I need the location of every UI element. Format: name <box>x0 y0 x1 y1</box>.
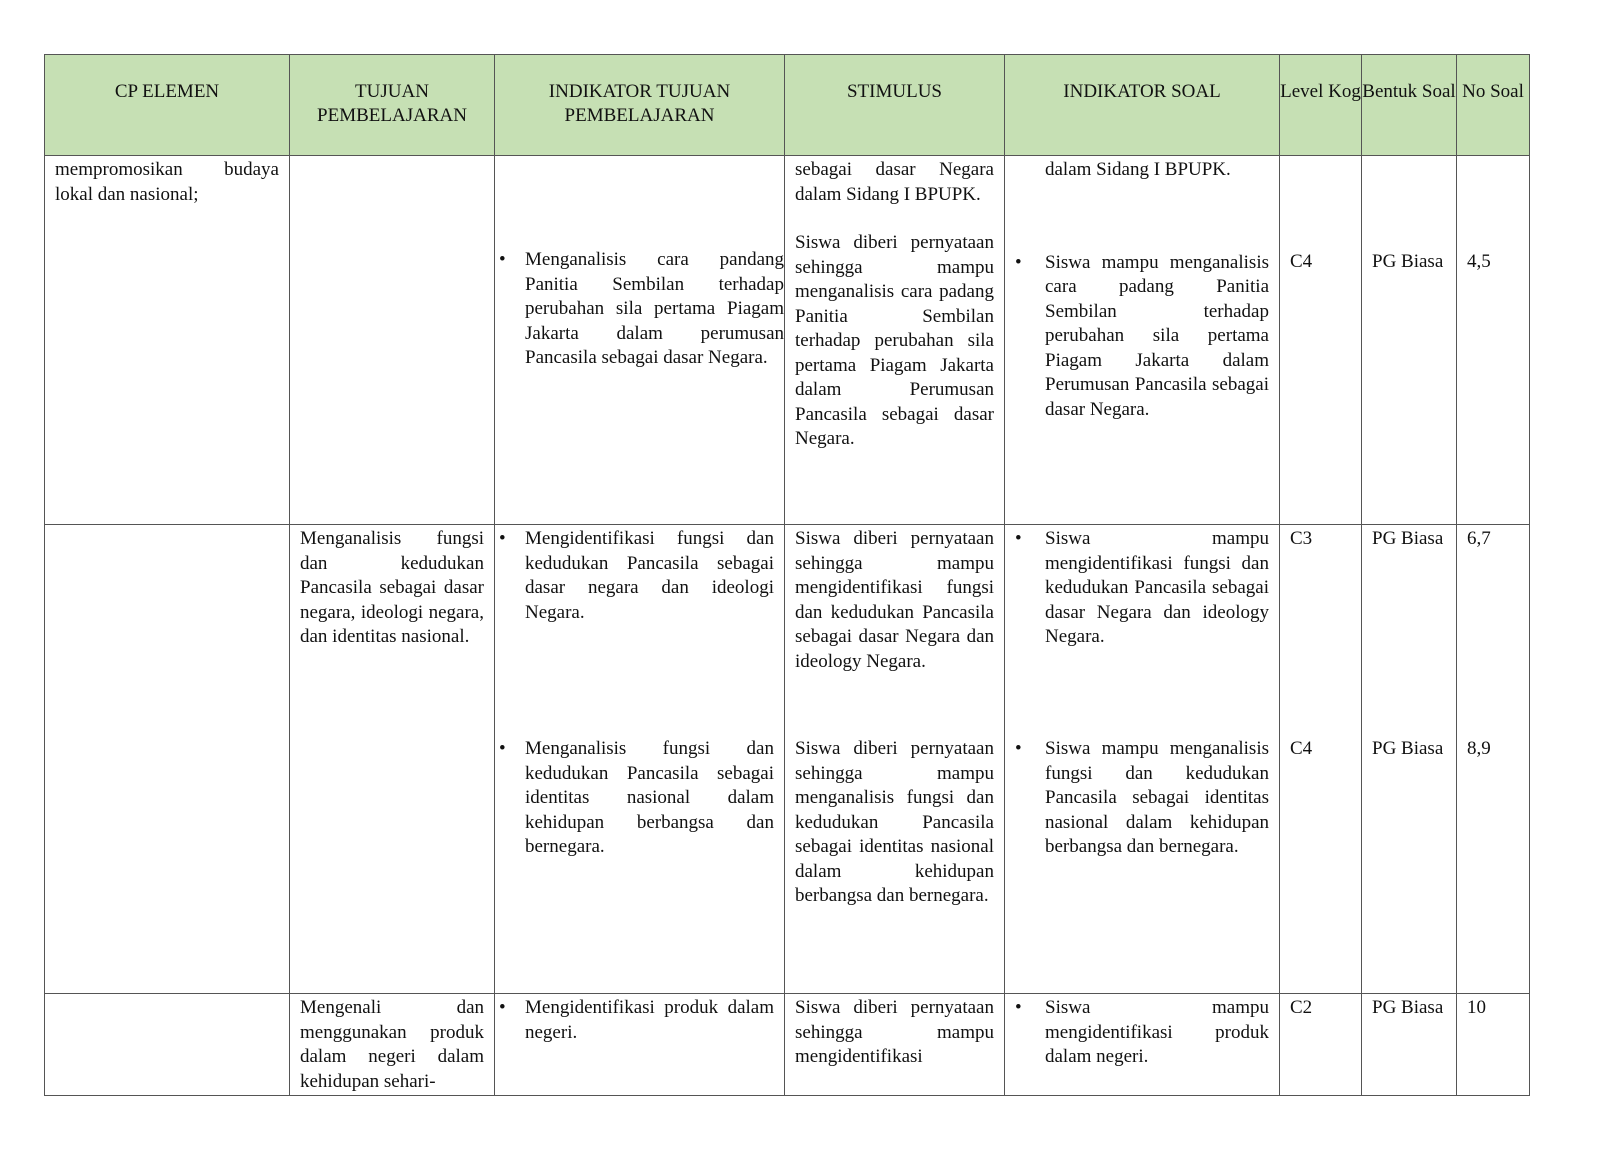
level-kog-value: C2 <box>1290 997 1313 1018</box>
indikator-tujuan-text: Mengidentifikasi produk dalam negeri. <box>525 997 774 1043</box>
no-soal-cell <box>1457 525 1530 994</box>
level-kog-cell <box>1280 156 1362 525</box>
list-item <box>495 525 784 625</box>
tujuan-cell <box>290 994 495 1096</box>
bentuk-soal-cell <box>1362 994 1457 1096</box>
no-soal-cell <box>1457 994 1530 1096</box>
indikator-soal-text: Siswa mampu mengidentifikasi fungsi dan kedudukan Pancasila sebagai dasar Negara dan ideology Negara. <box>1045 528 1269 647</box>
cp-elemen-cell <box>45 156 290 525</box>
indikator-soal-text: Siswa mampu menganalisis fungsi dan kedudukan Pancasila sebagai identitas nasional dalam kehidupan berbangsa dan bernegara. <box>1045 738 1269 857</box>
header-indikator-tujuan: INDIKATOR TUJUAN PEMBELAJARAN <box>495 55 785 156</box>
list-item <box>1005 994 1279 1070</box>
indikator-soal-text: Siswa mampu mengidentifikasi produk dalam negeri. <box>1045 997 1269 1067</box>
no-soal-cell <box>1457 156 1530 525</box>
level-kog-value: C3 <box>1290 528 1313 549</box>
tujuan-text: Mengenali dan menggunakan produk dalam negeri dalam kehidupan sehari- <box>300 997 484 1092</box>
level-kog-value: C4 <box>1290 251 1313 272</box>
bentuk-soal-value: PG Biasa <box>1372 251 1444 272</box>
bullet-icon: • <box>499 249 506 270</box>
bullet-icon: • <box>1015 997 1022 1018</box>
kisi-kisi-table <box>44 54 1530 1096</box>
stimulus-cell <box>785 994 1005 1096</box>
tujuan-cell <box>290 525 495 994</box>
stimulus-text: Siswa diberi pernyataan sehingga mampu menganalisis cara padang Panitia Sembilan terhadap perubahan sila pertama Piagam Jakarta dalam Perumusan Pancasila sebagai dasar Negara. <box>795 232 994 449</box>
bullet-icon: • <box>499 738 506 759</box>
header-bentuk-soal: Bentuk Soal <box>1362 55 1457 156</box>
stimulus-text: Siswa diberi pernyataan sehingga mampu mengidentifikasi <box>795 997 994 1067</box>
tujuan-cell <box>290 156 495 525</box>
header-no-soal: No Soal <box>1457 55 1530 156</box>
bullet-icon: • <box>1015 251 1022 273</box>
no-soal-value: 10 <box>1467 997 1486 1018</box>
indikator-tujuan-cell <box>495 525 785 994</box>
list-item <box>495 994 784 1045</box>
indikator-soal-cell <box>1005 994 1280 1096</box>
header-tujuan-pembelajaran: TUJUAN PEMBELAJARAN <box>290 55 495 156</box>
bentuk-soal-value: PG Biasa <box>1372 738 1444 759</box>
list-item <box>1005 735 1279 860</box>
header-stimulus: STIMULUS <box>785 55 1005 156</box>
table-row <box>45 525 1530 994</box>
header-level-kog: Level Kog <box>1280 55 1362 156</box>
list-item <box>1005 251 1279 423</box>
table-header-row <box>45 55 1530 156</box>
bentuk-soal-cell <box>1362 156 1457 525</box>
indikator-tujuan-text: Mengidentifikasi fungsi dan kedudukan Pancasila sebagai dasar negara dan ideologi Negara. <box>525 528 774 623</box>
indikator-soal-continued-text: dalam Sidang I BPUPK. <box>1045 159 1231 180</box>
bullet-icon: • <box>1015 738 1022 759</box>
cp-elemen-cell <box>45 994 290 1096</box>
indikator-tujuan-text: Menganalisis cara pandang Panitia Sembilan terhadap perubahan sila pertama Piagam Jakarta dalam perumusan Pancasila sebagai dasar Negara. <box>525 249 784 368</box>
table-row <box>45 994 1530 1096</box>
bentuk-soal-cell <box>1362 525 1457 994</box>
header-indikator-soal: INDIKATOR SOAL <box>1005 55 1280 156</box>
list-item <box>495 735 784 860</box>
no-soal-value: 6,7 <box>1467 528 1491 549</box>
level-kog-cell <box>1280 994 1362 1096</box>
stimulus-cell <box>785 525 1005 994</box>
cp-elemen-cell <box>45 525 290 994</box>
no-soal-value: 8,9 <box>1467 738 1491 759</box>
stimulus-cell <box>785 156 1005 525</box>
bullet-icon: • <box>499 997 506 1018</box>
indikator-soal-cell <box>1005 525 1280 994</box>
indikator-tujuan-text: Menganalisis fungsi dan kedudukan Pancasila sebagai identitas nasional dalam kehidupan berbangsa dan bernegara. <box>525 738 774 857</box>
header-cp-elemen: CP ELEMEN <box>45 55 290 156</box>
indikator-soal-cell <box>1005 156 1280 525</box>
tujuan-text: Menganalisis fungsi dan kedudukan Pancasila sebagai dasar negara, ideologi negara, dan identitas nasional. <box>300 528 484 647</box>
list-item <box>495 248 784 371</box>
bentuk-soal-value: PG Biasa <box>1372 528 1444 549</box>
bullet-icon: • <box>499 528 506 549</box>
bullet-icon: • <box>1015 528 1022 549</box>
no-soal-value: 4,5 <box>1467 251 1491 272</box>
stimulus-continued-text: sebagai dasar Negara dalam Sidang I BPUPK. <box>795 159 994 205</box>
indikator-soal-text: Siswa mampu menganalisis cara padang Panitia Sembilan terhadap perubahan sila pertama Piagam Jakarta dalam Perumusan Pancasila sebagai dasar Negara. <box>1045 251 1269 420</box>
table-row <box>45 156 1530 525</box>
indikator-tujuan-cell <box>495 156 785 525</box>
stimulus-text: Siswa diberi pernyataan sehingga mampu mengidentifikasi fungsi dan kedudukan Pancasila sebagai dasar Negara dan ideology Negara. <box>795 528 994 672</box>
cp-elemen-text: mempromosikan budaya lokal dan nasional; <box>55 159 279 205</box>
stimulus-text: Siswa diberi pernyataan sehingga mampu menganalisis fungsi dan kedudukan Pancasila sebagai identitas nasional dalam kehidupan berbangsa dan bernegara. <box>795 738 994 906</box>
level-kog-cell <box>1280 525 1362 994</box>
list-item <box>1005 525 1279 650</box>
bentuk-soal-value: PG Biasa <box>1372 997 1444 1018</box>
indikator-tujuan-cell <box>495 994 785 1096</box>
level-kog-value: C4 <box>1290 738 1313 759</box>
